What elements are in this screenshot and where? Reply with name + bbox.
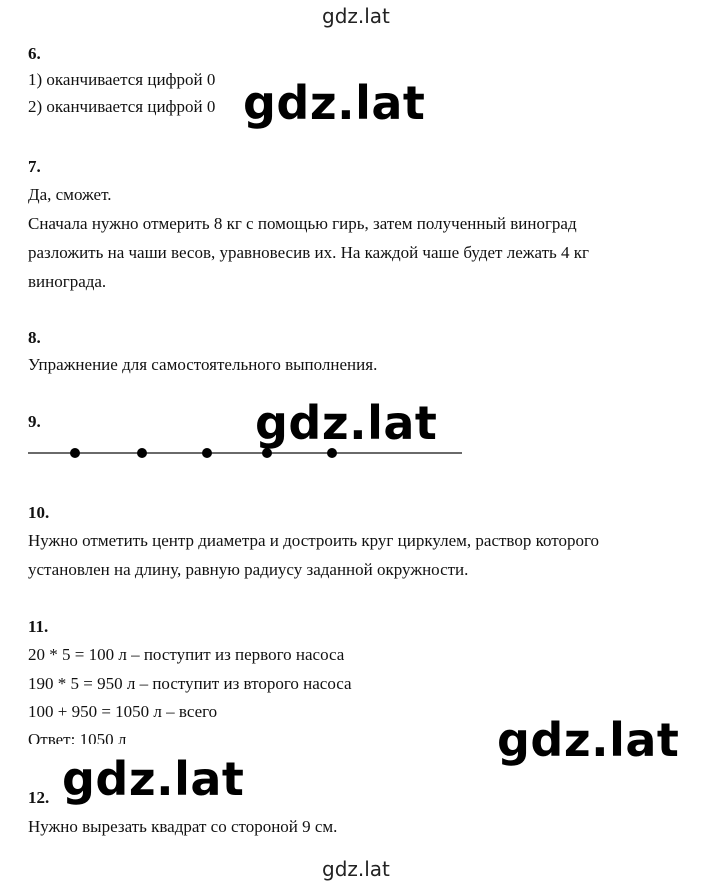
- task-7-line-2: Сначала нужно отмерить 8 кг с помощью гирь, затем полученный виноград: [28, 214, 577, 233]
- task-10-line-1: Нужно отметить центр диаметра и достроить круг циркулем, раствор которого: [28, 531, 600, 550]
- point-2: [137, 448, 147, 458]
- task-10-line-2: установлен на длину, равную радиусу заданной окружности.: [28, 560, 469, 579]
- task-6-number: 6.: [28, 44, 41, 63]
- task-7-line-4: винограда.: [28, 272, 107, 291]
- task-11-answer: Ответ: 1050 л: [28, 730, 127, 744]
- watermark-1: gdz.lat: [243, 76, 426, 130]
- task-8-line-1: Упражнение для самостоятельного выполнения.: [28, 355, 378, 374]
- point-1: [70, 448, 80, 458]
- task-12-number: 12.: [28, 788, 50, 807]
- site-header: gdz.lat: [322, 4, 390, 28]
- task-12-line-1: Нужно вырезать квадрат со стороной 9 см.: [28, 817, 338, 836]
- task-7-line-3: разложить на чаши весов, уравновесив их. На каждой чаше будет лежать 4 кг: [28, 243, 590, 262]
- watermark-4: gdz.lat: [62, 752, 245, 806]
- task-11-line-3: 100 + 950 = 1050 л – всего: [28, 702, 218, 721]
- site-footer: gdz.lat: [322, 857, 390, 881]
- task-7-number: 7.: [28, 157, 41, 176]
- task-11-line-2: 190 * 5 = 950 л – поступит из второго насоса: [28, 674, 352, 693]
- task-6-line-2: 2) оканчивается цифрой 0: [28, 97, 216, 116]
- watermark-2: gdz.lat: [255, 396, 438, 450]
- task-8-number: 8.: [28, 328, 41, 347]
- task-10-number: 10.: [28, 503, 50, 522]
- task-11-line-1: 20 * 5 = 100 л – поступит из первого насоса: [28, 645, 345, 664]
- task-9-number: 9.: [28, 412, 41, 431]
- task-11-number: 11.: [28, 617, 49, 636]
- watermark-3: gdz.lat: [497, 713, 680, 767]
- task-6-line-1: 1) оканчивается цифрой 0: [28, 70, 216, 89]
- task-7-line-1: Да, сможет.: [28, 185, 112, 204]
- point-3: [202, 448, 212, 458]
